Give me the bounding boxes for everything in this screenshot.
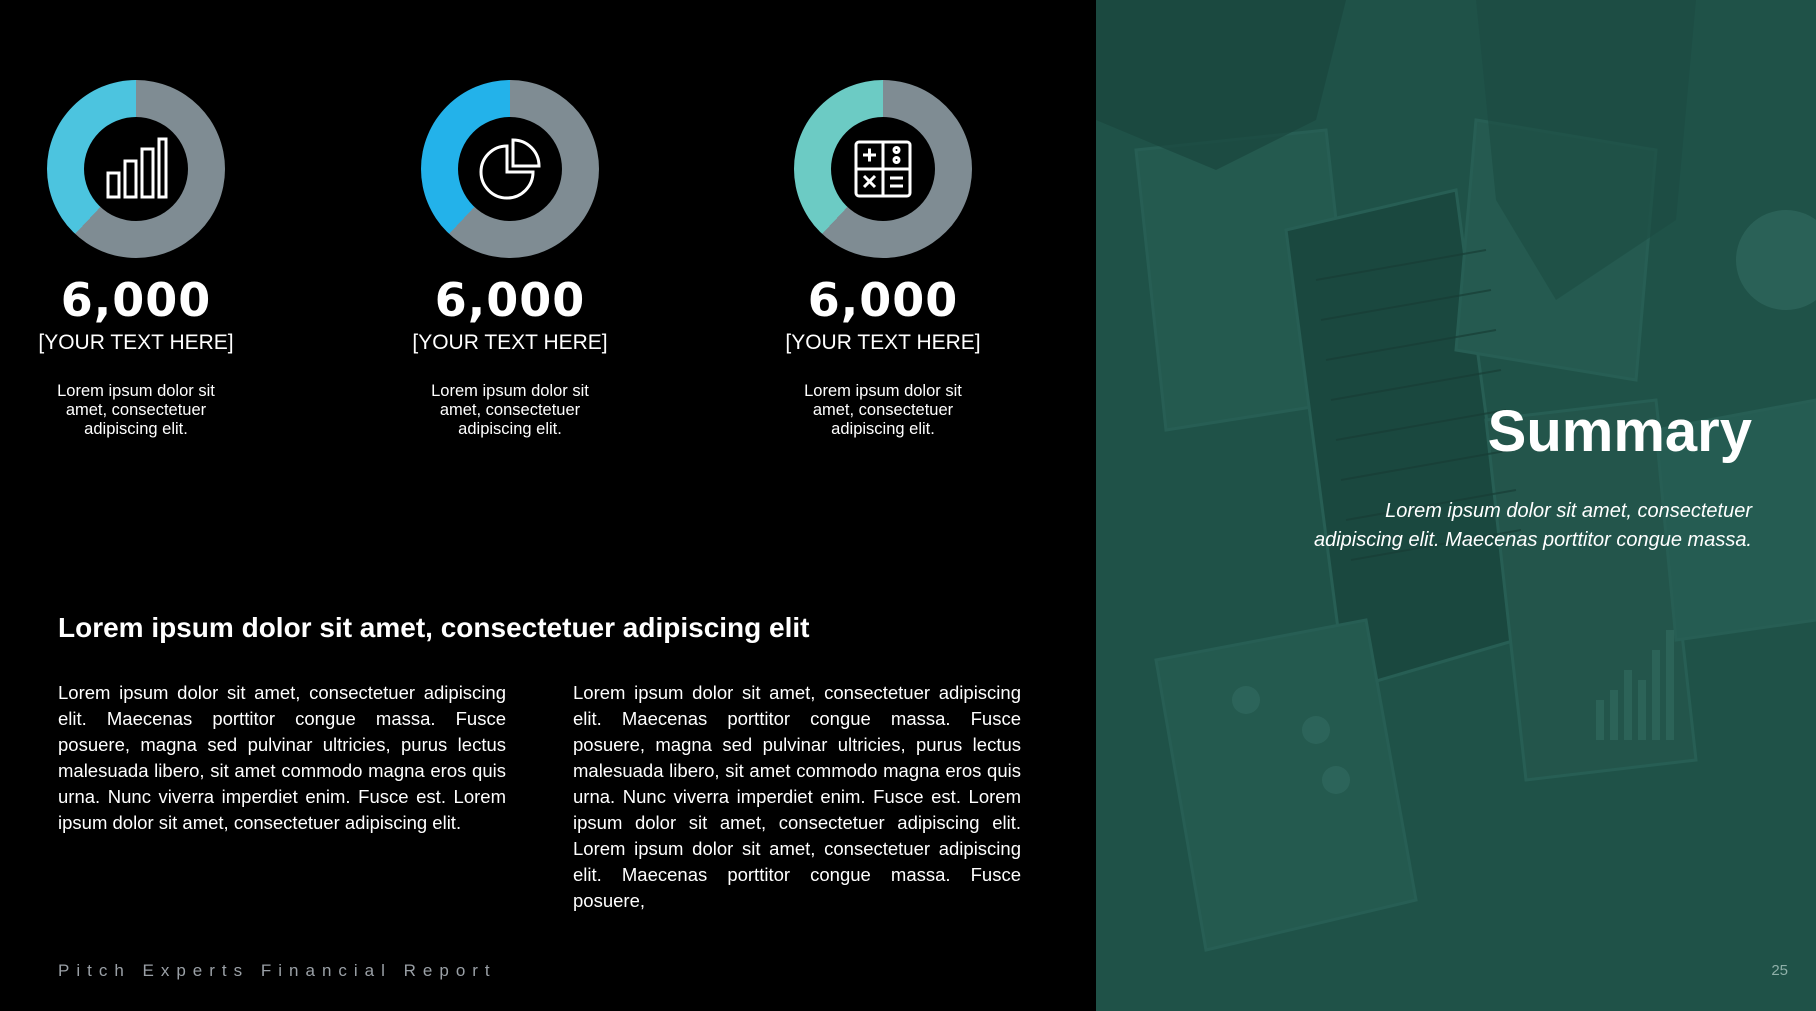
body-column-right: Lorem ipsum dolor sit amet, consectetuer adipiscing elit. Maecenas porttitor congue massa. Fusce posuere, magna sed pulvinar ultricies, purus lectus malesuada libero, sit amet commodo magna eros quis urna. Nunc viverra imperdiet enim. Fusce est. Lorem ipsum dolor sit amet, consectetuer adipiscing elit. Lorem ipsum dolor sit amet, consectetuer adipiscing elit. Maecenas porttitor congue massa. Fusce posuere, [573, 682, 1021, 911]
summary-text: Lorem ipsum dolor sit amet, consectetuer adipiscing elit. Maecenas porttitor congue massa. [1313, 500, 1752, 551]
donut-ring [794, 80, 972, 258]
kpi-value: 6,000 [807, 273, 959, 327]
summary-title: Summary [1487, 399, 1752, 464]
pie-chart-icon [477, 136, 543, 202]
page-number: 25 [1771, 962, 1788, 979]
body-column-left: Lorem ipsum dolor sit amet, consectetuer adipiscing elit. Maecenas porttitor congue massa. Fusce posuere, magna sed pulvinar ultricies, purus lectus malesuada libero, sit amet commodo magna eros quis urna. Nunc viverra imperdiet enim. Fusce est. Lorem ipsum dolor sit amet, consectetuer adipiscing elit. [58, 682, 506, 833]
kpi-description: Lorem ipsum dolor sit amet, consectetuer adipiscing elit. [804, 382, 962, 438]
donut-ring [47, 80, 225, 258]
kpi-label: [YOUR TEXT HERE] [412, 331, 608, 354]
kpi-label: [YOUR TEXT HERE] [785, 331, 981, 354]
kpi-value: 6,000 [434, 273, 586, 327]
kpi-label: [YOUR TEXT HERE] [38, 331, 234, 354]
kpi-card [390, 80, 630, 439]
bar-chart-icon [104, 137, 168, 201]
section-heading: Lorem ipsum dolor sit amet, consectetuer adipiscing elit [58, 612, 810, 643]
donut-ring [421, 80, 599, 258]
calculator-icon [854, 140, 912, 198]
footer-title: Pitch Experts Financial Report [58, 961, 497, 980]
kpi-card [16, 80, 256, 439]
kpi-description: Lorem ipsum dolor sit amet, consectetuer adipiscing elit. [431, 382, 589, 438]
kpi-value: 6,000 [60, 273, 212, 327]
kpi-description: Lorem ipsum dolor sit amet, consectetuer adipiscing elit. [57, 382, 215, 438]
summary-panel [1096, 0, 1816, 1011]
kpi-card [763, 80, 1003, 439]
